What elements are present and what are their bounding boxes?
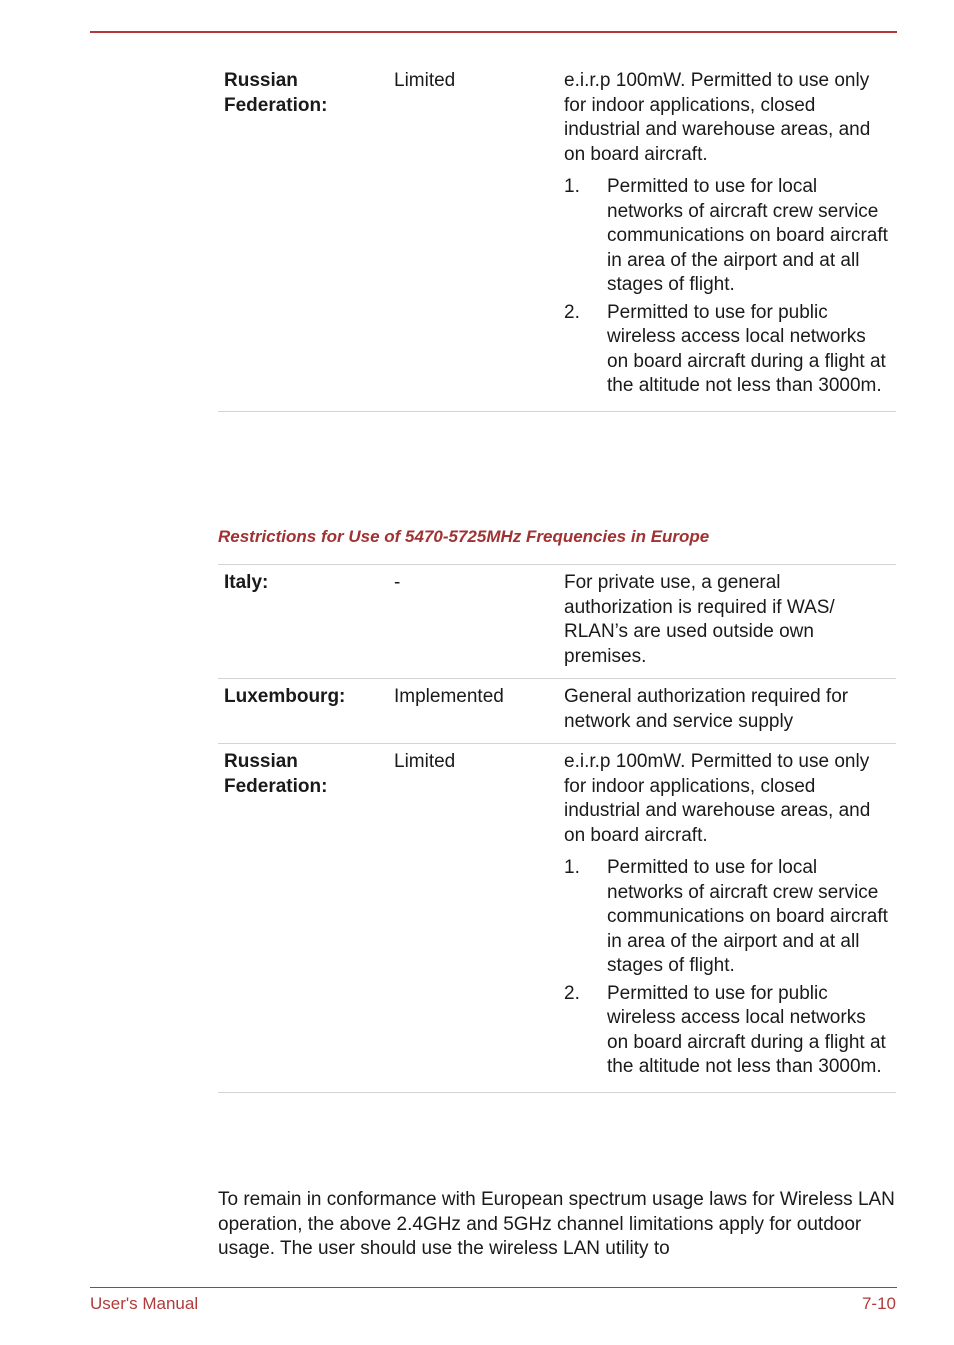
list-number: 1. [564,176,580,197]
country-cell: Italy: [224,572,269,593]
notes-list [564,856,890,1080]
description-cell: General authorization required for network and service supply [564,686,849,732]
list-number: 2. [564,982,580,1004]
list-number: 2. [564,301,580,323]
country-cell: Russian Federation: [224,751,328,797]
list-item [564,301,890,399]
notes-list [564,175,890,399]
table-row [218,744,896,1093]
status-cell: Limited [394,751,456,772]
footer-page-number: 7-10 [861,1294,896,1313]
country-cell: Luxembourg: [224,686,346,707]
description-text: e.i.r.p 100mW. Permitted to use only for indoor applications, closed industrial and warehouse areas, and on board aircraft. [564,70,871,165]
list-number: 1. [564,857,580,878]
restrictions-table-5470 [218,564,896,1093]
header-rule [90,31,897,33]
list-text: Permitted to use for local networks of aircraft crew service communications on board aircraft in area of the airport and at all stages of flight. [607,857,888,976]
country-cell: Russian Federation: [224,70,328,116]
status-cell: Implemented [394,686,504,707]
list-item [564,856,890,979]
status-cell: - [394,572,401,593]
list-text: Permitted to use for local networks of aircraft crew service communications on board aircraft in area of the airport and at all stages of flight. [607,176,888,295]
footer-manual-title: User's Manual [90,1294,199,1313]
description-cell: For private use, a general authorization is required if WAS/ RLAN’s are used outside own premises. [564,572,835,667]
status-cell: Limited [394,70,456,91]
list-item [564,175,890,298]
list-text: Permitted to use for public wireless access local networks on board aircraft during a flight at the altitude not less than 3000m. [607,982,886,1077]
description-cell [558,63,896,411]
restrictions-table-continued [218,63,896,412]
body-paragraph: To remain in conformance with European spectrum usage laws for Wireless LAN operation, the above 2.4GHz and 5GHz channel limitations apply for outdoor usage. The user should use the wireless LAN utility to [218,1189,895,1259]
table-row [218,63,896,411]
footer-rule [90,1287,897,1288]
table-row [218,679,896,744]
description-text: e.i.r.p 100mW. Permitted to use only for indoor applications, closed industrial and warehouse areas, and on board aircraft. [564,751,871,846]
section-heading: Restrictions for Use of 5470-5725MHz Frequencies in Europe [218,527,710,546]
description-cell [558,744,896,1093]
list-item [564,982,890,1080]
table-row [218,565,896,679]
list-text: Permitted to use for public wireless access local networks on board aircraft during a flight at the altitude not less than 3000m. [607,301,886,396]
